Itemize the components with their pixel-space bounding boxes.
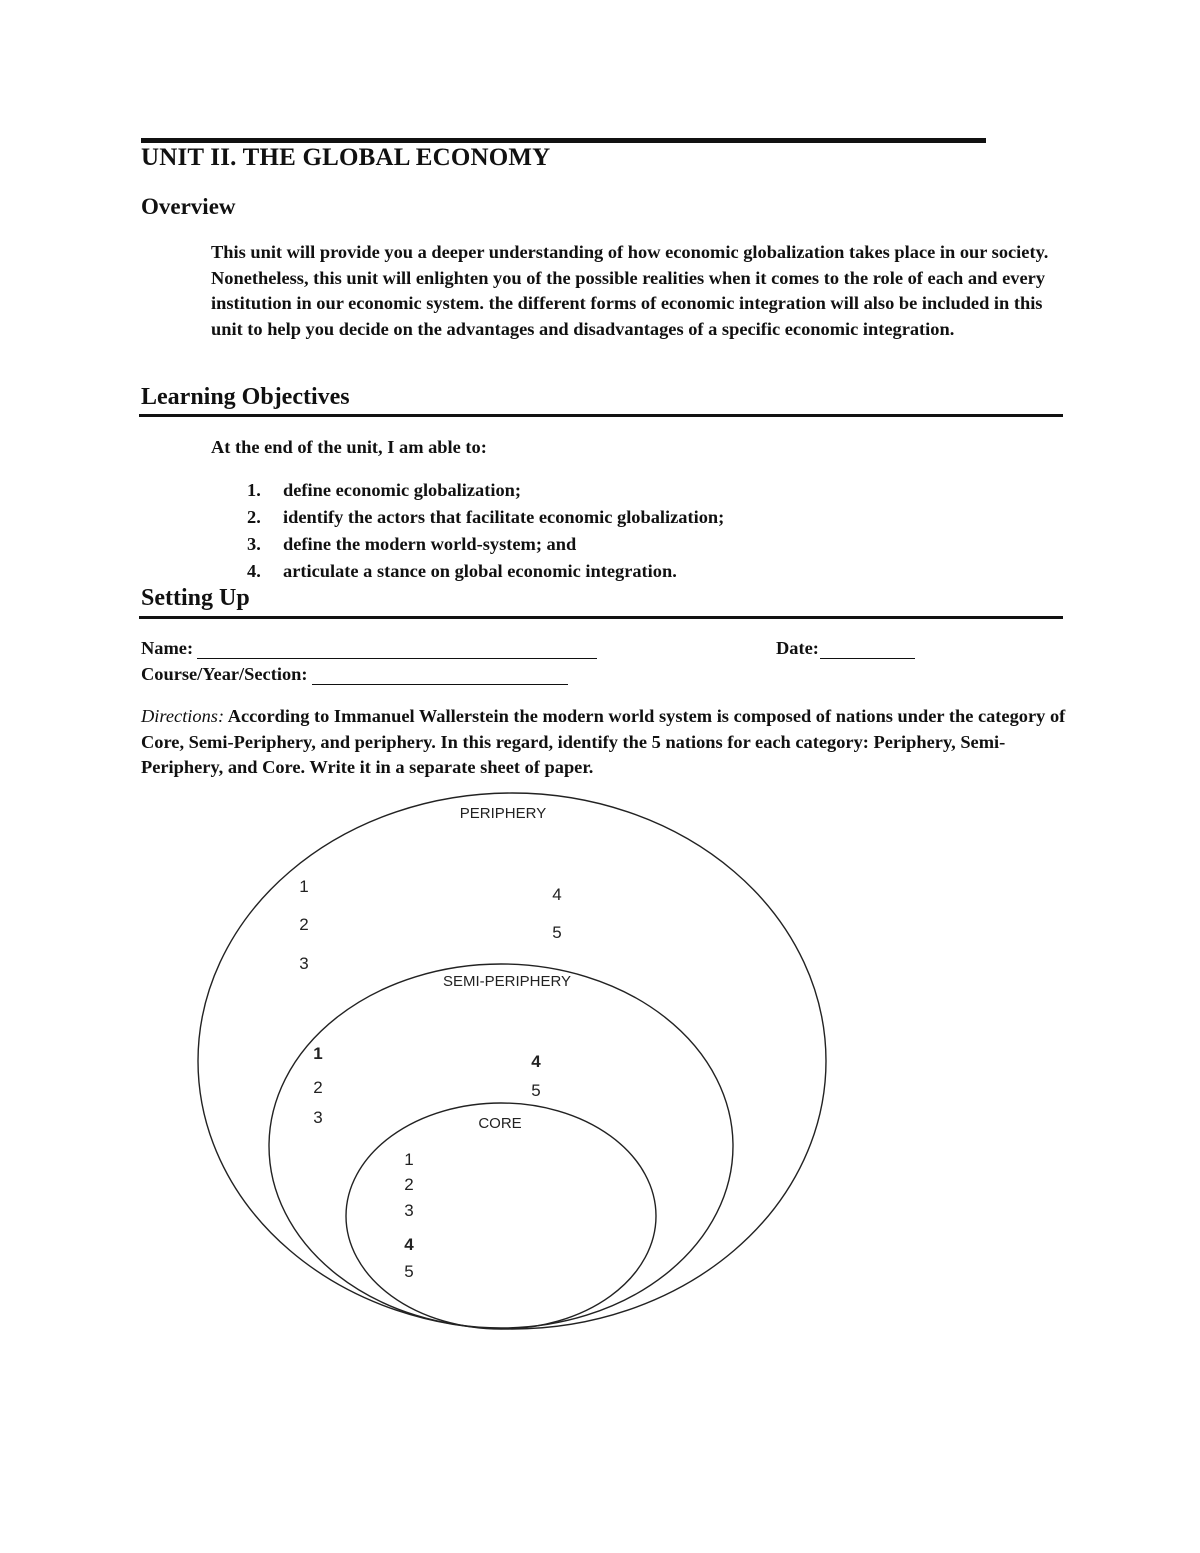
periphery-label: PERIPHERY bbox=[459, 805, 547, 822]
semi-periphery-number: 5 bbox=[531, 1081, 541, 1100]
objective-item: 2. identify the actors that facilitate economic globalization; bbox=[247, 507, 725, 527]
overview-text: This unit will provide you a deeper understanding of how economic globalization takes place in our society. Nonetheless, this unit will enlighten you of the possible realities when it comes to the role of each and every institution in our economic system. the different forms of economic integration will also be included in this unit to help you decide on the advantages and disadvantages of a specific economic integration. bbox=[211, 242, 1049, 339]
core-number: 4 bbox=[404, 1235, 414, 1254]
learning-objectives-heading: Learning Objectives bbox=[141, 384, 350, 410]
name-label: Name: bbox=[141, 638, 194, 658]
directions-label: Directions: bbox=[141, 706, 225, 726]
semi-periphery-number: 3 bbox=[313, 1108, 323, 1127]
periphery-number: 4 bbox=[552, 885, 562, 904]
overview-heading: Overview bbox=[141, 194, 236, 219]
periphery-number: 5 bbox=[552, 923, 562, 942]
course-label: Course/Year/Section: bbox=[141, 664, 308, 684]
setting-up-heading: Setting Up bbox=[141, 585, 250, 611]
core-number: 2 bbox=[404, 1175, 414, 1194]
semi-periphery-number: 4 bbox=[531, 1052, 541, 1071]
date-label: Date: bbox=[776, 638, 819, 658]
semi-periphery-number: 1 bbox=[313, 1044, 323, 1063]
unit-title: UNIT II. THE GLOBAL ECONOMY bbox=[141, 144, 551, 171]
core-label: CORE bbox=[478, 1115, 522, 1132]
periphery-number: 1 bbox=[299, 877, 309, 896]
semi-periphery-number: 2 bbox=[313, 1078, 323, 1097]
core-number: 1 bbox=[404, 1150, 414, 1169]
core-number: 5 bbox=[404, 1262, 414, 1281]
core-number: 3 bbox=[404, 1201, 414, 1220]
objective-item: 3. define the modern world-system; and bbox=[247, 534, 577, 554]
core-ellipse bbox=[346, 1103, 656, 1329]
periphery-ellipse bbox=[198, 793, 826, 1329]
objectives-lead: At the end of the unit, I am able to: bbox=[211, 437, 487, 457]
directions-text: According to Immanuel Wallerstein the modern world system is composed of nations under the category of Core, Semi-Periphery, and periphery. In this regard, identify the 5 nations for each category: Periphery, Semi-Periphery, and Core. Write it in a separate sheet of paper. bbox=[141, 706, 1066, 777]
semi-periphery-ellipse bbox=[269, 964, 733, 1328]
periphery-number: 3 bbox=[299, 954, 309, 973]
semi-periphery-label: SEMI-PERIPHERY bbox=[442, 973, 572, 990]
objective-item: 4. articulate a stance on global economic integration. bbox=[247, 561, 677, 581]
periphery-number: 2 bbox=[299, 915, 309, 934]
objective-item: 1. define economic globalization; bbox=[247, 480, 522, 500]
